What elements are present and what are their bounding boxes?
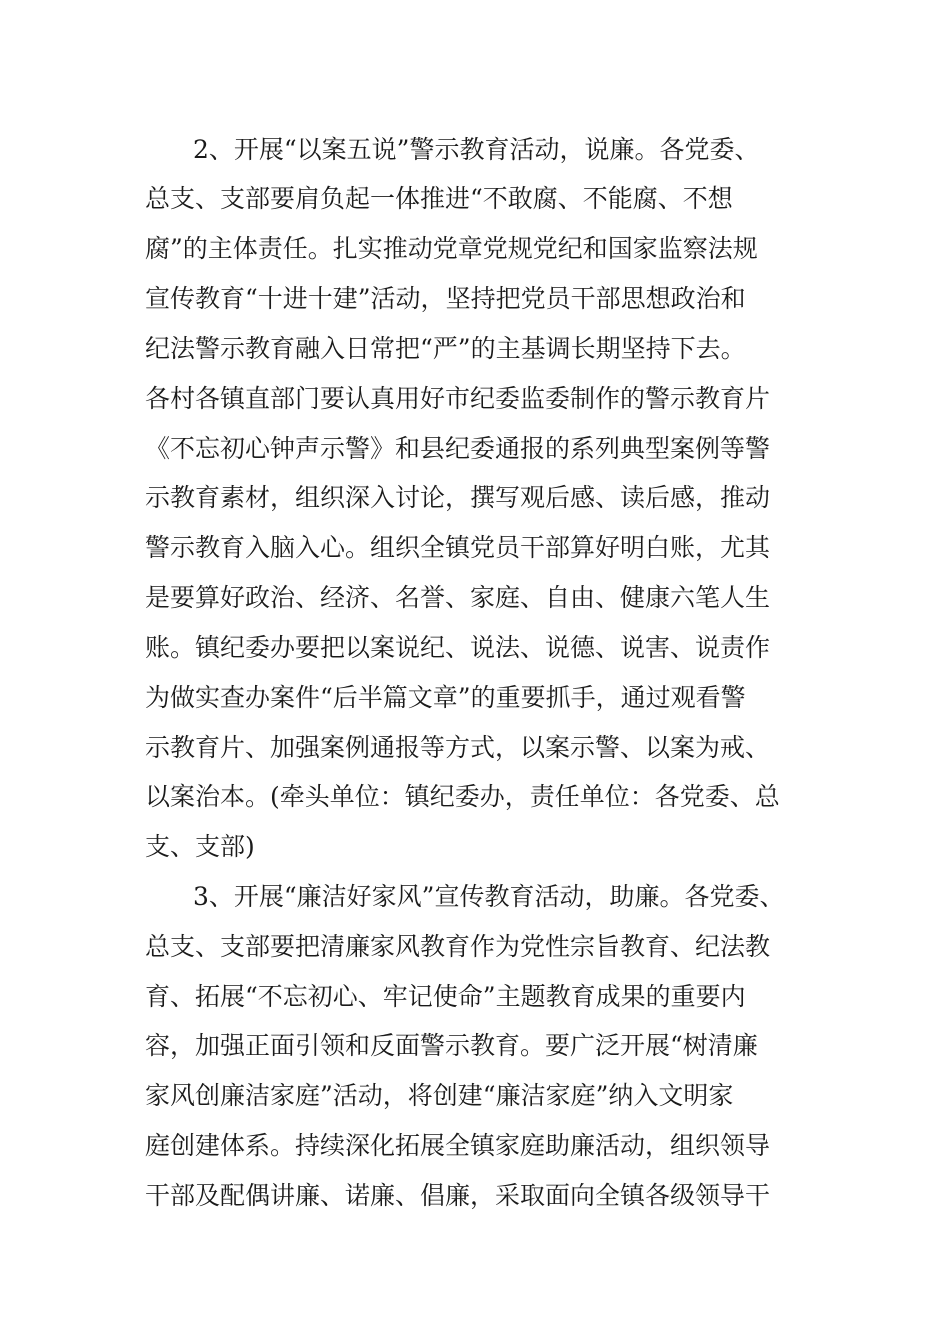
paragraph-2-line-8: 示教育素材，组织深入讨论，撰写观后感、读后感，推动 (145, 483, 771, 512)
paragraph-2-line-6: 各村各镇直部门要认真用好市纪委监委制作的警示教育片 (145, 384, 771, 413)
paragraph-2-line-5: 纪法警示教育融入日常把“严”的主基调长期坚持下去。 (145, 334, 746, 363)
paragraph-2-line-12: 为做实查办案件“后半篇文章”的重要抓手，通过观看警 (145, 683, 746, 712)
paragraph-3-line-1: 3、开展“廉洁好家风”宣传教育活动，助廉。各党委、 (193, 882, 785, 911)
paragraph-3-line-5: 家风创廉洁家庭”活动，将创建“廉洁家庭”纳入文明家 (145, 1081, 734, 1110)
paragraph-3-line-7: 干部及配偶讲廉、诺廉、倡廉，采取面向全镇各级领导干 (145, 1181, 771, 1210)
paragraph-3-line-3: 育、拓展“不忘初心、牢记使命”主题教育成果的重要内 (145, 982, 746, 1011)
paragraph-2-line-9: 警示教育入脑入心。组织全镇党员干部算好明白账，尤其 (145, 533, 771, 562)
paragraph-2-line-4: 宣传教育“十进十建”活动，坚持把党员干部思想政治和 (145, 284, 746, 313)
paragraph-3-line-6: 庭创建体系。持续深化拓展全镇家庭助廉活动，组织领导 (145, 1131, 771, 1160)
paragraph-2-line-11: 账。镇纪委办要把以案说纪、说法、说德、说害、说责作 (145, 633, 771, 662)
paragraph-2-line-13: 示教育片、加强案例通报等方式，以案示警、以案为戒、 (145, 733, 771, 762)
paragraph-3-line-4: 容，加强正面引领和反面警示教育。要广泛开展“树清廉 (145, 1031, 758, 1060)
paragraph-2-line-7: 《不忘初心钟声示警》和县纪委通报的系列典型案例等警 (145, 434, 771, 463)
paragraph-2-line-1: 2、开展“以案五说”警示教育活动，说廉。各党委、 (193, 135, 760, 164)
paragraph-2-line-3: 腐”的主体责任。扎实推动党章党规党纪和国家监察法规 (145, 234, 758, 263)
paragraph-2-line-10: 是要算好政治、经济、名誉、家庭、自由、健康六笔人生 (145, 583, 771, 612)
paragraph-3-line-2: 总支、支部要把清廉家风教育作为党性宗旨教育、纪法教 (145, 932, 771, 961)
paragraph-2-line-14: 以案治本。(牵头单位：镇纪委办，责任单位：各党委、总 (145, 782, 780, 811)
paragraph-2-line-15: 支、支部) (145, 832, 255, 861)
paragraph-2-line-2: 总支、支部要肩负起一体推进“不敢腐、不能腐、不想 (145, 184, 733, 213)
